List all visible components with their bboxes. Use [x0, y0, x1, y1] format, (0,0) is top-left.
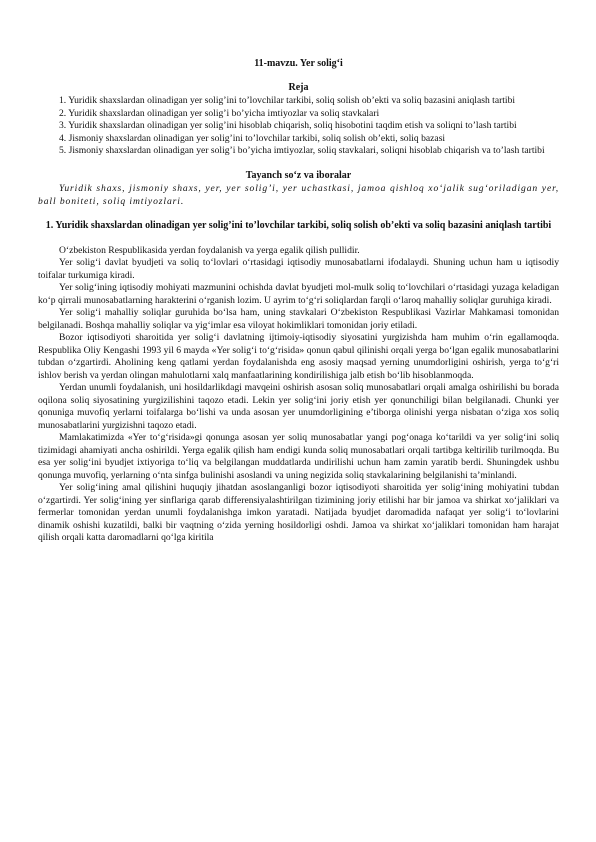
plan-heading: Reja	[288, 81, 309, 93]
plan-item: 5. Jismoniy shaxslardan olinadigan yer solig’i bo’yicha imtiyozlar, soliq stavkalari, soliqni hisoblab chiqarish va to’lash tartibi	[59, 145, 545, 156]
paragraph: Yerdan unumli foydalanish, uni hosildarlikdagi mavqeini oshirish asosan soliq munosabatlari orqali amalga oshirilishi bu borada oqilona soliq siyosatining yurgizilishini taqozo etadi. Lekin yer solig‘ini joriy etish yer qonunchiligi bilan belgilanadi. Chunki yer qonuniga muvofiq yerlarni toifalarga bo‘lishi va unda asosan yer unumdorligining e’tiborga olinishi yerga nisbatan o‘ziga xos soliq munosabatlarini yurgizishni taqozo etadi.	[38, 382, 559, 431]
body-text	[38, 245, 559, 545]
plan-item: 4. Jismoniy shaxslardan olinadigan yer solig’ini to’lovchilar tarkibi, soliq solish ob’ekti, soliq bazasi	[59, 132, 446, 144]
plan-item: 2. Yuridik shaxslardan olinadigan yer solig’i bo’yicha imtiyozlar va soliq stavkalari	[59, 107, 380, 119]
plan-item: 3. Yuridik shaxslardan olinadigan yer solig’ini hisoblab chiqarish, soliq hisobotini taqdim etish va soliqni to’lash tartibi	[59, 120, 517, 131]
key-terms-heading: Tayanch so‘z va iboralar	[245, 169, 352, 181]
paragraph: Yer solig‘ining iqtisodiy mohiyati mazmunini ochishda davlat byudjeti mol-mulk soliq to‘lovchilari o‘rtasidagi yuzaga keladigan ko‘p qirrali munosabatlarning harakterini o‘rganish lozim. U ayrim to‘g‘ri soliqlardan farqli o‘laroq mahalliy soliqlar guruhiga kiradi.	[38, 282, 559, 306]
paragraph: Mamlakatimizda «Yer to‘g‘risida»gi qonunga asosan yer soliq munosabatlar yangi pog‘onaga ko‘tarildi va yer solig‘ini soliq tizimidagi ahamiyati ancha oshirildi. Yerga egalik qilish ham endigi kunda soliq munosabatlari orqali tartibga keltirilib turilmoqda. Bu esa yer solig‘ini byudjet ixtiyoriga to‘liq va belgilangan muddatlarda undirilishi uchun ham zamin yaratib berdi. Shuningdek ushbu qonunga muvofiq, yerlarning o‘nta sinfga bulinishi asoslandi va uning negizida soliq stavkalarining belgilanishi ta’minlandi.	[38, 432, 559, 481]
paragraph: O‘zbekiston Respublikasida yerdan foydalanish va yerga egalik qilish pullidir.	[59, 244, 360, 256]
page-title: 11-mavzu. Yer solig‘i	[254, 58, 343, 69]
paragraph: Yer solig‘i davlat byudjeti va soliq to‘lovlari o‘rtasidagi iqtisodiy munosabatlarni ifodalaydi. Shuning uchun ham u iqtisodiy toifalar turkumiga kiradi.	[38, 257, 559, 281]
paragraph: Bozor iqtisodiyoti sharoitida yer solig‘i davlatning ijtimoiy-iqtisodiy siyosatini yurgizishda ham muhim o‘rin egallamoqda. Respublika Oliy Kengashi 1993 yil 6 mayda «Yer solig‘i to‘g‘risida» qonun qabul qilinishi orqali yerga bo‘lgan egalik munosabatlarini tubdan o‘zgartirdi. Aholining keng qatlami yerdan foydalanishda eng asosiy maqsad yerning unumdorligini oshirish, yerga to‘g‘ri ishlov berish va yerdan olingan mahulotlarni xalq manfaatlarining kondirilishiga jalb etish bo‘lib hisoblanmoqda.	[38, 332, 559, 381]
paragraph: Yer solig‘i mahalliy soliqlar guruhida bo‘lsa ham, uning stavkalari O‘zbekiston Respublikasi Vazirlar Mahkamasi tomonidan belgilanadi. Boshqa mahalliy soliqlar va yig‘imlar esa viloyat hokimliklari tomonidan joriy etiladi.	[38, 307, 559, 331]
paragraph: Yer solig‘ining amal qilishini huquqiy jihatdan asoslanganligi bozor iqtisodiyoti sharoitida yer solig‘ining mohiyatini tubdan o‘zgartirdi. Yer solig‘ining yer sinflariga qarab differensiyalashtirilgan tizimining joriy etilishi har bir jamoa va shirkat xo‘jaliklari va fermerlar tomonidan yerdan unumli foydalanishga imkon yaratadi. Natijada byudjet daromadida nafaqat yer solig‘i to‘lovlarini dinamik oshishi kuzatildi, balki bir vaqtning o‘zida yerning hosildorligi oshdi. Jamoa va shirkat xo‘jaliklari tomonidan ham harajat qilish orqali katta daromadlarni qo‘lga kiritila	[38, 482, 559, 543]
section-heading: 1. Yuridik shaxslardan olinadigan yer solig’ini to’lovchilar tarkibi, soliq solish ob’ekti va soliq bazasini aniqlash tartibi	[45, 220, 552, 231]
plan-list	[38, 95, 559, 158]
plan-item: 1. Yuridik shaxslardan olinadigan yer solig’ini to’lovchilar tarkibi, soliq solish ob’ekti va soliq bazasini aniqlash tartibi	[59, 95, 516, 106]
key-terms-text: Yuridik shaxs, jismoniy shaxs, yer, yer solig’i, yer uchastkasi, jamoa qishloq xo‘jalik sug‘oriladigan yer, ball boniteti, soliq imtiyozlari.	[38, 183, 559, 207]
